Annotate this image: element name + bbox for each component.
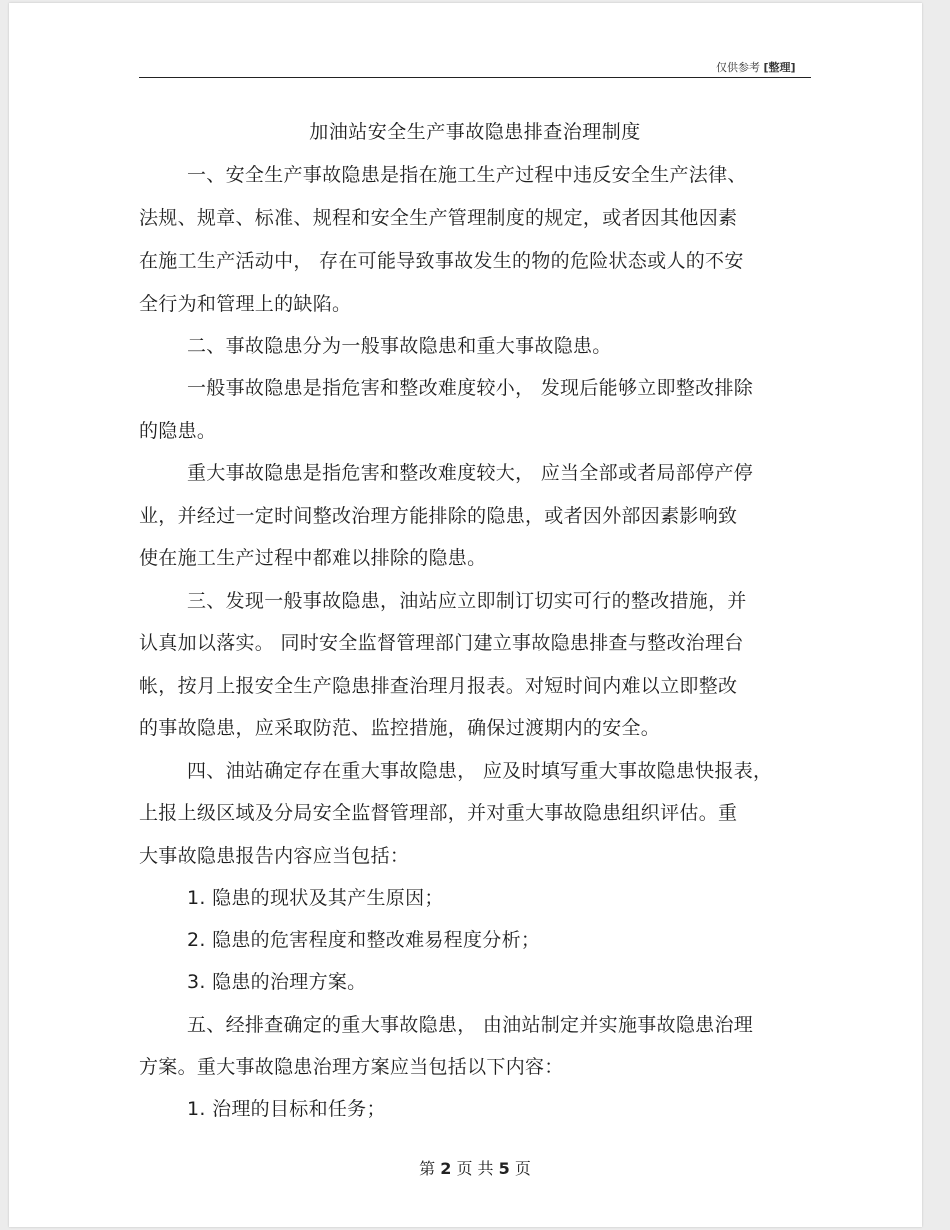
header-note-bracket: [整理] xyxy=(763,61,796,74)
list-item: 2. 隐患的危害程度和整改难易程度分析； xyxy=(187,929,541,951)
footer-page-number: 2 xyxy=(440,1159,452,1178)
body-line: 五、经排查确定的重大事故隐患， 由油站制定并实施事故隐患治理 xyxy=(187,1014,754,1036)
body-line: 三、发现一般事故隐患，油站应立即制订切实可行的整改措施，并 xyxy=(187,590,747,612)
body-line: 一般事故隐患是指危害和整改难度较小， 发现后能够立即整改排除 xyxy=(187,377,754,399)
footer-page-total: 5 xyxy=(498,1159,510,1178)
body-line: 四、油站确定存在重大事故隐患， 应及时填写重大事故隐患快报表， xyxy=(187,760,773,782)
header-note-prefix: 仅供参考 xyxy=(716,61,760,74)
header-rule xyxy=(139,77,811,78)
body-line: 一、安全生产事故隐患是指在施工生产过程中违反安全生产法律、 xyxy=(187,164,747,186)
header-note xyxy=(716,59,796,75)
body-line: 重大事故隐患是指危害和整改难度较大， 应当全部或者局部停产停 xyxy=(187,462,754,484)
footer-label-mid: 页 共 xyxy=(456,1159,494,1178)
body-line: 二、事故隐患分为一般事故隐患和重大事故隐患。 xyxy=(187,335,612,357)
body-line: 认真加以落实。 同时安全监督管理部门建立事故隐患排查与整改治理台 xyxy=(139,632,744,654)
body-line: 帐，按月上报安全生产隐患排查治理月报表。对短时间内难以立即整改 xyxy=(139,675,738,697)
body-line: 的隐患。 xyxy=(139,420,217,442)
body-line: 方案。重大事故隐患治理方案应当包括以下内容： xyxy=(139,1056,564,1078)
footer-label-after: 页 xyxy=(514,1159,531,1178)
document-title: 加油站安全生产事故隐患排查治理制度 xyxy=(309,121,641,143)
body-line: 的事故隐患，应采取防范、监控措施，确保过渡期内的安全。 xyxy=(139,717,661,739)
body-line: 上报上级区域及分局安全监督管理部，并对重大事故隐患组织评估。重 xyxy=(139,802,738,824)
body-line: 在施工生产活动中， 存在可能导致事故发生的物的危险状态或人的不安 xyxy=(139,250,744,272)
body-line: 大事故隐患报告内容应当包括： xyxy=(139,845,410,867)
footer-label-before: 第 xyxy=(419,1159,436,1178)
body-line: 法规、规章、标准、规程和安全生产管理制度的规定，或者因其他因素 xyxy=(139,207,738,229)
page-footer xyxy=(0,1156,950,1179)
list-item: 1. 隐患的现状及其产生原因； xyxy=(187,887,444,909)
list-item: 1. 治理的目标和任务； xyxy=(187,1098,386,1120)
body-line: 全行为和管理上的缺陷。 xyxy=(139,293,352,315)
body-line: 业，并经过一定时间整改治理方能排除的隐患，或者因外部因素影响致 xyxy=(139,505,738,527)
body-line: 使在施工生产过程中都难以排除的隐患。 xyxy=(139,547,487,569)
list-item: 3. 隐患的治理方案。 xyxy=(187,971,367,993)
